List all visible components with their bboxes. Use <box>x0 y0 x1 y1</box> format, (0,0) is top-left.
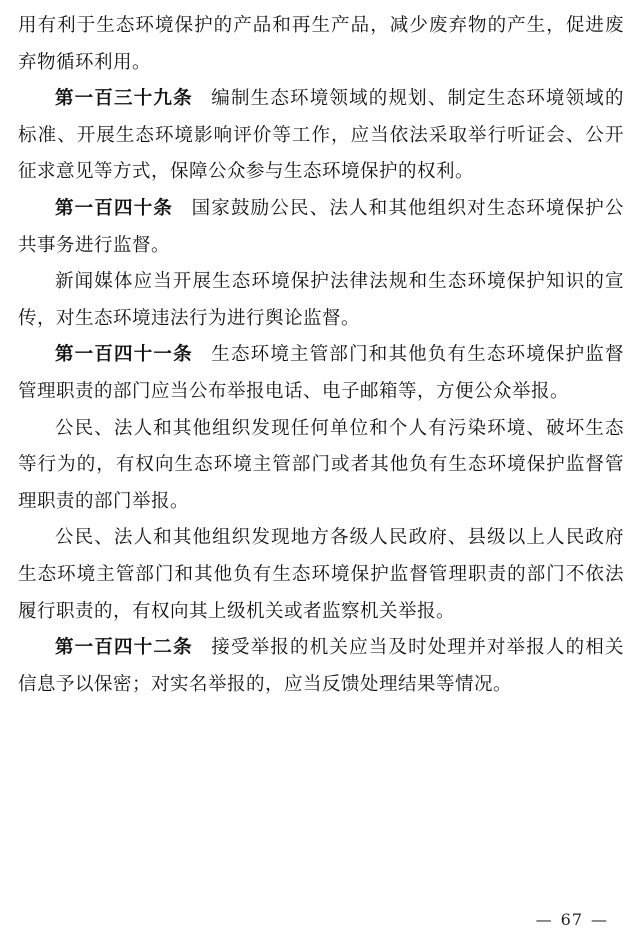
paragraph-text: 接受举报的机关应当及时处理并对举报人的相关信息予以保密；对实名举报的，应当反馈处理结果等情况。 <box>18 637 624 695</box>
article-number: 第一百四十条 <box>55 197 174 219</box>
page-number-value: 67 <box>560 910 583 929</box>
page-number-dash-right: — <box>591 910 608 929</box>
paragraph-text: 公民、法人和其他组织发现地方各级人民政府、县级以上人民政府生态环境主管部门和其他负有生态环境保护监督管理职责的部门不依法履行职责的，有权向其上级机关或者监察机关举报。 <box>18 527 624 622</box>
page-number-dash-left: — <box>535 910 553 929</box>
article-140 <box>18 191 624 264</box>
article-number: 第一百四十一条 <box>55 344 193 366</box>
article-140-paragraph-2 <box>18 264 624 337</box>
page-number <box>528 910 616 929</box>
document-body <box>18 8 624 703</box>
article-141 <box>18 337 624 410</box>
article-142 <box>18 630 624 703</box>
article-139 <box>18 81 624 191</box>
paragraph-text: 用有利于生态环境保护的产品和再生产品，减少废弃物的产生，促进废弃物循环利用。 <box>18 15 624 73</box>
paragraph-text: 生态环境主管部门和其他负有生态环境保护监督管理职责的部门应当公布举报电话、电子邮箱等，方便公众举报。 <box>18 344 624 402</box>
article-141-paragraph-3 <box>18 520 624 630</box>
article-number: 第一百三十九条 <box>55 88 193 110</box>
article-number: 第一百四十二条 <box>55 637 193 659</box>
paragraph-continuation <box>18 8 624 81</box>
paragraph-text: 公民、法人和其他组织发现任何单位和个人有污染环境、破坏生态等行为的，有权向生态环境主管部门或者其他负有生态环境保护监督管理职责的部门举报。 <box>18 417 624 512</box>
paragraph-text: 编制生态环境领域的规划、制定生态环境领域的标准、开展生态环境影响评价等工作，应当依法采取举行听证会、公开征求意见等方式，保障公众参与生态环境保护的权利。 <box>18 88 624 183</box>
paragraph-text: 国家鼓励公民、法人和其他组织对生态环境保护公共事务进行监督。 <box>18 197 624 256</box>
article-141-paragraph-2 <box>18 411 624 521</box>
paragraph-text: 新闻媒体应当开展生态环境保护法律法规和生态环境保护知识的宣传，对生态环境违法行为进行舆论监督。 <box>18 271 624 329</box>
